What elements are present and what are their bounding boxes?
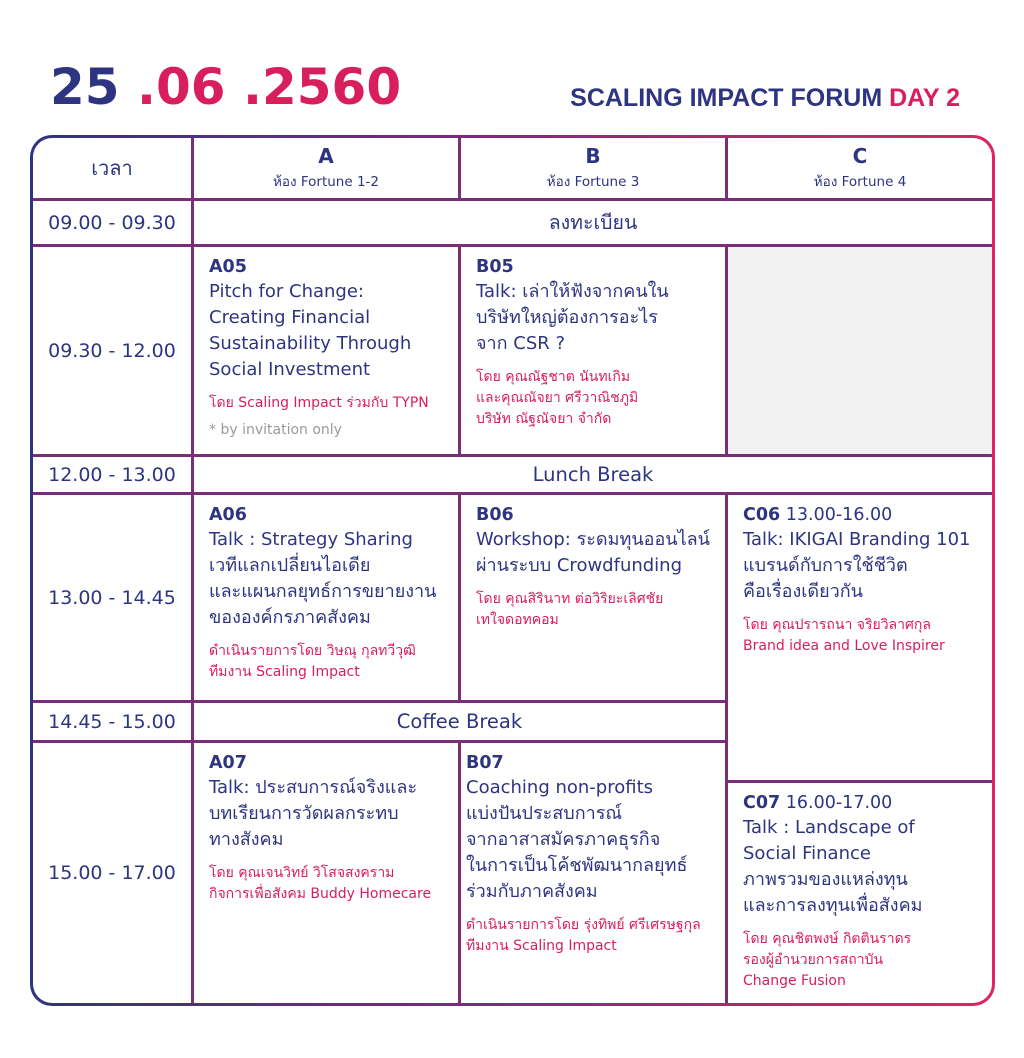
speaker-line: และคุณณัจยา ศรีวาณิชภูมิ (476, 390, 639, 406)
room-b-name: ห้อง Fortune 3 (546, 174, 640, 190)
session-b07[interactable] (461, 743, 725, 1003)
session-speaker (209, 641, 458, 683)
title-line: Social Investment (209, 359, 371, 380)
title-line: Social Finance (743, 843, 871, 864)
title-line: Creating Financial (209, 307, 371, 328)
title-line: Workshop: ระดมทุนออนไลน์ (476, 529, 710, 550)
session-title (209, 279, 458, 383)
title-line: และแผนกลยุทธ์การขยายงาน (209, 581, 437, 602)
forum-title (570, 84, 960, 113)
session-code: C06 (743, 505, 781, 525)
time-slot-1: 09.00 - 09.30 (48, 211, 176, 234)
session-title (476, 279, 725, 357)
date-month: .06 (119, 58, 226, 116)
title-line: แบรนด์กับการใช้ชีวิต (743, 555, 908, 576)
schedule-table (30, 135, 995, 1006)
speaker-line: ดำเนินรายการโดย วิษณุ กุลทวีวุฒิ (209, 643, 416, 659)
header-room-a (194, 138, 458, 198)
title-line: Talk : Strategy Sharing (209, 529, 413, 550)
session-c06[interactable] (728, 495, 992, 780)
title-line: Talk: IKIGAI Branding 101 (743, 529, 971, 550)
session-code: B05 (476, 257, 514, 277)
date-day: 25 (50, 58, 120, 116)
event-date (50, 58, 401, 116)
session-title (743, 527, 992, 605)
speaker-line: ทีมงาน Scaling Impact (466, 938, 617, 954)
title-line: แบ่งปันประสบการณ์ (466, 803, 623, 824)
speaker-line: Change Fusion (743, 973, 846, 989)
speaker-line: โดย คุณปรารถนา จริยวิลาศกุล (743, 617, 931, 633)
room-c-letter: C (852, 144, 868, 168)
coffee-break-label: Coffee Break (396, 710, 523, 733)
title-line: เวทีแลกเปลี่ยนไอเดีย (209, 555, 371, 576)
time-slot-6: 15.00 - 17.00 (48, 862, 176, 884)
session-a07[interactable] (194, 743, 458, 1003)
title-line: ร่วมกับภาคสังคม (466, 881, 598, 902)
session-speaker (209, 393, 458, 414)
session-code: A05 (209, 257, 247, 277)
time-slot-2: 09.30 - 12.00 (48, 339, 176, 362)
time-slot-3: 12.00 - 13.00 (48, 463, 176, 486)
speaker-line: โดย คุณณัฐชาต นันทเกิม (476, 369, 631, 385)
session-c07[interactable] (728, 783, 992, 1003)
speaker-line: ทีมงาน Scaling Impact (209, 664, 360, 680)
speaker-line: ดำเนินรายการโดย รุ่งทิพย์ ศรีเศรษฐกุล (466, 917, 701, 933)
date-year: .2560 (225, 58, 402, 116)
title-line: ทางสังคม (209, 829, 284, 850)
session-speaker (209, 863, 458, 905)
header-time-label: เวลา (91, 156, 133, 180)
header-room-c (728, 138, 992, 198)
session-code: A07 (209, 753, 247, 773)
session-code: A06 (209, 505, 247, 525)
forum-day: DAY 2 (889, 84, 960, 112)
session-a06[interactable] (194, 495, 458, 700)
title-line: ภาพรวมของแหล่งทุน (743, 869, 908, 890)
title-line: Coaching non-profits (466, 777, 654, 798)
title-line: ผ่านระบบ Crowdfunding (476, 555, 683, 576)
title-line: คือเรื่องเดียวกัน (743, 581, 863, 602)
session-code-c06 (743, 505, 992, 525)
title-line: บริษัทใหญ่ต้องการอะไร (476, 307, 658, 328)
header-time (33, 138, 191, 198)
session-speaker (476, 367, 725, 430)
session-code: B07 (466, 753, 504, 773)
title-line: Talk: เล่าให้ฟังจากคนใน (476, 281, 669, 302)
session-code: B06 (476, 505, 514, 525)
room-a-name: ห้อง Fortune 1-2 (272, 174, 380, 190)
session-title (209, 527, 458, 631)
speaker-line: เทใจดอทคอม (476, 612, 559, 628)
title-line: จาก CSR ? (476, 333, 566, 354)
room-b-letter: B (585, 144, 601, 168)
speaker-line: บริษัท ณัฐณัจยา จำกัด (476, 411, 612, 427)
speaker-line: กิจการเพื่อสังคม Buddy Homecare (209, 886, 432, 902)
time-slot-5: 14.45 - 15.00 (48, 710, 176, 733)
session-speaker (476, 589, 725, 631)
session-title (466, 775, 725, 905)
title-line: และการลงทุนเพื่อสังคม (743, 895, 923, 916)
session-time: 13.00-16.00 (780, 505, 893, 525)
session-a05[interactable] (194, 247, 458, 454)
session-speaker (466, 915, 725, 957)
session-speaker (743, 929, 992, 992)
title-line: Sustainability Through (209, 333, 412, 354)
session-b05[interactable] (461, 247, 725, 454)
title-line: บทเรียนการวัดผลกระทบ (209, 803, 399, 824)
room-c-name: ห้อง Fortune 4 (813, 174, 907, 190)
title-line: ในการเป็นโค้ชพัฒนากลยุทธ์ (466, 855, 688, 876)
title-line: Pitch for Change: (209, 281, 364, 302)
registration-label: ลงทะเบียน (548, 211, 638, 234)
title-line: จากอาสาสมัครภาคธุรกิจ (466, 829, 661, 850)
session-title (476, 527, 725, 579)
session-code-c07 (743, 793, 992, 813)
speaker-line: โดย คุณเจนวิทย์ วิโสจสงคราม (209, 865, 395, 881)
speaker-line: รองผู้อำนวยการสถาบัน (743, 952, 884, 968)
session-speaker (743, 615, 992, 657)
session-b06[interactable] (461, 495, 725, 700)
session-time: 16.00-17.00 (780, 793, 893, 813)
title-line: Talk: ประสบการณ์จริงและ (209, 777, 418, 798)
session-title (209, 775, 458, 853)
title-line: ขององค์กรภาคสังคม (209, 607, 371, 628)
speaker-line: โดย Scaling Impact ร่วมกับ TYPN (209, 395, 429, 411)
speaker-line: โดย คุณสิรินาท ต่อวิริยะเลิศชัย (476, 591, 664, 607)
forum-name: SCALING IMPACT FORUM (570, 84, 890, 112)
speaker-line: Brand idea and Love Inspirer (743, 638, 945, 654)
speaker-line: โดย คุณชิตพงษ์ กิตตินราดร (743, 931, 912, 947)
session-title (743, 815, 992, 919)
session-code: C07 (743, 793, 781, 813)
session-note: * by invitation only (209, 422, 342, 438)
empty-cell-c05 (727, 247, 992, 455)
title-line: Talk : Landscape of (743, 817, 915, 838)
time-slot-4: 13.00 - 14.45 (48, 586, 176, 609)
header-room-b (461, 138, 725, 198)
room-a-letter: A (318, 144, 334, 168)
col-divider (725, 244, 728, 456)
lunch-break-label: Lunch Break (532, 463, 654, 486)
